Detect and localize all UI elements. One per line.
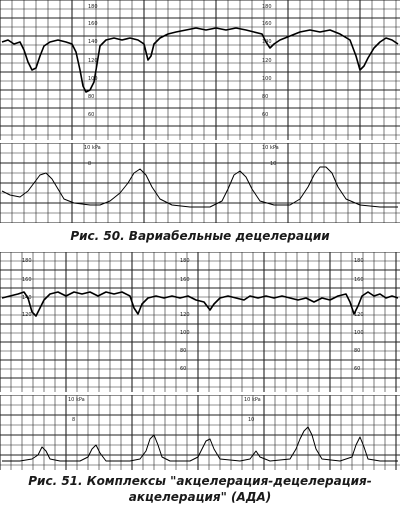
toco-label-kpa-b: 10 kPa: [262, 145, 279, 151]
fig51-toco-grid: [0, 395, 400, 470]
fhr-label-140: 140: [88, 39, 98, 45]
fhr-label-180b: 180: [262, 4, 272, 10]
fhr-label-60b: 60: [180, 366, 187, 372]
toco-label-kpa: 10 kPa: [84, 145, 101, 151]
fhr-label-120b: 120: [180, 312, 190, 318]
fhr-label-60b: 60: [262, 112, 269, 118]
fhr-label-160: 160: [88, 21, 98, 27]
fhr-label-80c: 80: [354, 348, 361, 354]
fhr-label-160: 160: [22, 277, 32, 283]
fhr-label-100b: 100: [262, 76, 272, 82]
fhr-label-120b: 120: [262, 58, 272, 64]
fig51-toco-strip: [0, 395, 400, 470]
toco-label-kpa: 10 kPa: [68, 397, 85, 403]
fhr-label-180: 180: [88, 4, 98, 10]
fig51-caption-line1: Рис. 51. Комплексы "акцелерация-децелерация-: [28, 474, 372, 488]
fig51-fhr-trace: [2, 292, 398, 316]
fhr-label-120: 120: [22, 312, 32, 318]
fhr-label-160b: 160: [180, 277, 190, 283]
fig50-fhr-strip: [0, 0, 400, 140]
fhr-label-120: 120: [88, 58, 98, 64]
fig50-caption: Рис. 50. Вариабельные децелерации: [70, 229, 330, 243]
fhr-label-100c: 100: [354, 330, 364, 336]
fhr-label-80b: 80: [180, 348, 187, 354]
toco-label-10: 10: [270, 161, 277, 167]
fhr-label-140: 140: [22, 295, 32, 301]
fig50-fhr-grid: [0, 0, 400, 140]
fhr-label-100b: 100: [180, 330, 190, 336]
fhr-label-140b: 140: [262, 39, 272, 45]
fhr-label-100: 100: [88, 76, 98, 82]
toco-label-kpa-b: 10 kPa: [244, 397, 261, 403]
toco-label-8: 8: [72, 417, 76, 423]
fhr-label-160c: 160: [354, 277, 364, 283]
fhr-label-60c: 60: [354, 366, 361, 372]
fig50-toco-strip: [0, 143, 400, 223]
fig50-toco-grid: [0, 143, 400, 223]
fhr-label-60: 60: [88, 112, 95, 118]
fig51-fhr-strip: [0, 252, 400, 392]
toco-label-8: 8: [88, 161, 92, 167]
fig50-fhr-trace: [2, 28, 398, 92]
fhr-label-180c: 180: [354, 258, 364, 264]
fhr-label-160b: 160: [262, 21, 272, 27]
fhr-label-80b: 80: [262, 94, 269, 100]
toco-label-10: 10: [248, 417, 255, 423]
fhr-label-180b: 180: [180, 258, 190, 264]
fhr-label-80: 80: [88, 94, 95, 100]
fig51-toco-trace: [2, 427, 398, 461]
fhr-label-180: 180: [22, 258, 32, 264]
fig51-caption-line2: акцелерация" (АДА): [128, 490, 272, 504]
fhr-label-120c: 120: [354, 312, 364, 318]
fig51-fhr-grid: [0, 252, 400, 392]
